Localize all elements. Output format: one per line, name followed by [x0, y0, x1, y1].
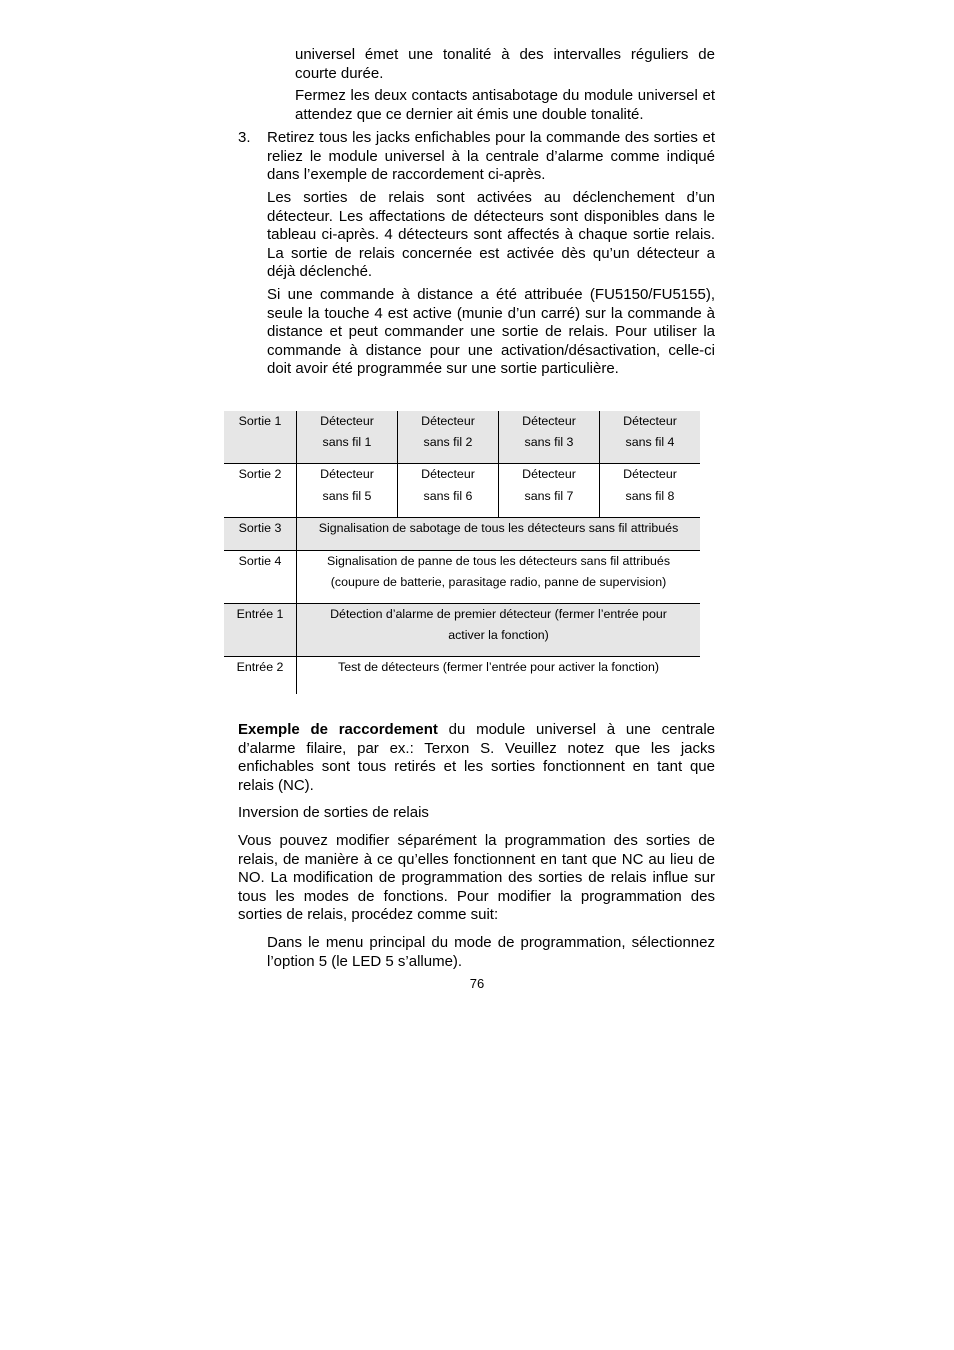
table-row — [224, 464, 700, 518]
paragraph-connection-example — [238, 721, 715, 795]
row-label: Entrée 1 — [236, 607, 284, 621]
table-cell — [296, 657, 700, 694]
connection-example-text: du module universel à une centrale d’alarme filaire, par ex.: Terxon S. Veuillez notez que les jacks enfichables sont tous retirés et les sorties fonctionnent en tant que relais (NC). — [238, 721, 716, 794]
cell-line: sans fil 7 — [524, 489, 574, 503]
row-label: Sortie 4 — [238, 554, 282, 568]
table-cell — [397, 464, 498, 517]
table-cell — [397, 411, 498, 463]
cell-line: Détecteur — [421, 414, 475, 428]
table-row — [224, 518, 700, 551]
cell-line: Signalisation de sabotage de tous les détecteurs sans fil attribués — [318, 521, 679, 535]
cell-line: Test de détecteurs (fermer l’entrée pour activer la fonction) — [338, 660, 659, 674]
paragraph-tamper-contacts: Fermez les deux contacts antisabotage du module universel et attendez que ce dernier ait émis une double tonalité. — [295, 87, 715, 123]
table-cell — [296, 411, 397, 463]
cell-line: (coupure de batterie, parasitage radio, panne de supervision) — [330, 575, 667, 589]
cell-line: Détecteur — [320, 414, 374, 428]
cell-line: sans fil 5 — [322, 489, 372, 503]
step-number-3: 3. — [238, 129, 251, 146]
paragraph-remote-control: Si une commande à distance a été attribuée (FU5150/FU5155), seule la touche 4 est active (munie d’un carré) sur la commande à distance et peut commander une sortie de relais. Pour utiliser la commande à distance pour une activation/désactivation, celle-ci doit avoir été programmée sur une sortie particulière. — [267, 286, 715, 378]
cell-line: sans fil 2 — [423, 435, 473, 449]
detector-assignment-table — [224, 411, 700, 694]
paragraph-tonality: universel émet une tonalité à des intervalles réguliers de courte durée. — [295, 46, 715, 82]
page-number: 76 — [469, 976, 485, 991]
cell-line: sans fil 8 — [625, 489, 675, 503]
table-cell — [296, 604, 700, 656]
cell-line: Détecteur — [421, 467, 475, 481]
table-cell — [599, 411, 700, 463]
cell-line: sans fil 4 — [625, 435, 675, 449]
cell-line: activer la fonction) — [448, 628, 549, 642]
paragraph-step3: Retirez tous les jacks enfichables pour la commande des sorties et reliez le module universel à la centrale d’alarme comme indiqué dans l’exemple de raccordement ci-après. — [267, 129, 715, 184]
row-label: Entrée 2 — [236, 660, 284, 674]
table-cell — [296, 518, 700, 550]
cell-line: sans fil 3 — [524, 435, 574, 449]
cell-line: Détecteur — [623, 467, 677, 481]
connection-example-bold: Exemple de raccordement — [238, 721, 438, 738]
table-row — [224, 657, 700, 694]
row-label: Sortie 1 — [238, 414, 282, 428]
cell-line: Détection d’alarme de premier détecteur (fermer l’entrée pour — [330, 607, 667, 621]
cell-line: Détecteur — [623, 414, 677, 428]
cell-line: Signalisation de panne de tous les détecteurs sans fil attribués — [326, 554, 671, 568]
table-row — [224, 411, 700, 464]
heading-relay-inversion: Inversion de sorties de relais — [238, 804, 429, 821]
row-label: Sortie 3 — [238, 521, 282, 535]
table-row — [224, 604, 700, 657]
paragraph-main-menu: Dans le menu principal du mode de programmation, sélectionnez l’option 5 (le LED 5 s’allume). — [267, 934, 715, 970]
table-row — [224, 551, 700, 604]
paragraph-relay-outputs: Les sorties de relais sont activées au déclenchement d’un détecteur. Les affectations de détecteurs sont disponibles dans le tableau ci-après. 4 détecteurs sont affectés à chaque sortie relais. La sortie de relais concernée est activée dès qu’un détecteur a déjà déclenché. — [267, 189, 715, 281]
table-cell — [498, 411, 599, 463]
cell-line: Détecteur — [522, 467, 576, 481]
table-cell — [599, 464, 700, 517]
table-cell — [498, 464, 599, 517]
table-cell — [296, 551, 700, 603]
row-label: Sortie 2 — [238, 467, 282, 481]
paragraph-relay-inversion: Vous pouvez modifier séparément la programmation des sorties de relais, de manière à ce qu’elles fonctionnent en tant que NC au lieu de NO. La modification de programmation des sorties de relais influe sur tous les modes de fonctions. Pour modifier la programmation des sorties de relais, procédez comme suit: — [238, 832, 715, 924]
cell-line: sans fil 6 — [423, 489, 473, 503]
cell-line: Détecteur — [522, 414, 576, 428]
table-cell — [296, 464, 397, 517]
cell-line: Détecteur — [320, 467, 374, 481]
cell-line: sans fil 1 — [322, 435, 372, 449]
